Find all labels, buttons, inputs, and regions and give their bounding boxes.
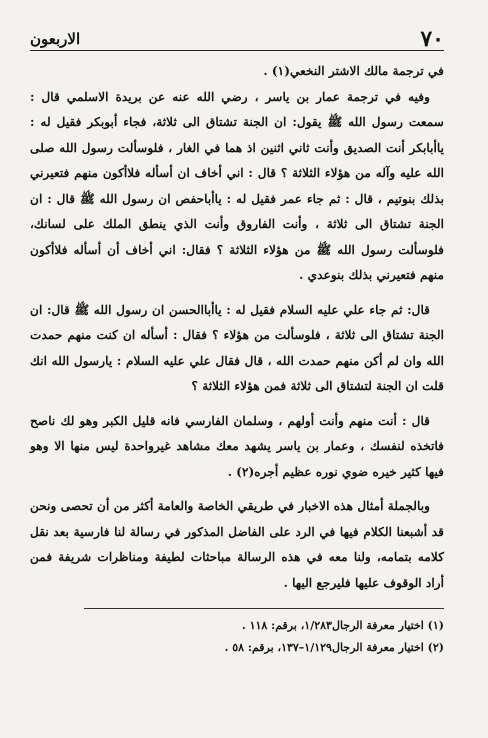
page-header [30, 20, 444, 51]
paragraph-5: وبالجملة أمثال هذه الاخبار في طريقي الخاصة والعامة أكثر من أن تحصى ونحن قد أشبعنا الكلام فيها في الرد على الفاضل المذكور في رسالة لنا فارسية بعد نقل كلامه بتمامه، ولنا معه في هذه الرسالة مباحثات لطيفة ومناظرات شريفة فمن أراد الوقوف عليها فليرجع اليها . [30, 499, 444, 590]
page-number: ٧٠ [420, 26, 444, 52]
paragraph-1: في ترجمة مالك الاشتر النخعي(١) . [263, 64, 444, 78]
footnotes [30, 615, 444, 659]
body-text [30, 59, 444, 596]
footnote-divider [84, 608, 444, 609]
paragraph-2: وفيه في ترجمة عمار بن ياسر ، رضي الله عنه عن بريدة الاسلمي قال : سمعت رسول الله ﷺ يقول: ان الجنة تشتاق الى ثلاثة، فجاء أبوبكر فقيل له : ياأبابكر أنت الصديق وأنت ثاني اثنين اذ هما في الغار ، فلوسألت رسول الله صلى الله عليه وآله من هؤلاء الثلاثة ؟ قال : اني أخاف ان أسأله فلاأكون منهم فتعيرني بذلك بنوتيم ، قال : ثم جاء عمر فقيل له : ياأباحفص ان رسول الله ﷺ قال : ان الجنة تشتاق الى ثلاثة ، وأنت الفاروق وأنت الذي ينطق الملك على لسانك، فلوسألت رسول الله ﷺ من هؤلاء الثلاثة ؟ فقال: اني أخاف أن أسأله فلاأكون منهم فتعيرني بذلك بنوعدي . [30, 89, 444, 282]
footnote-1: (١) اختيار معرفة الرجال١/٢٨٣، برقم: ١١٨ . [241, 619, 444, 632]
running-title: الاربعون [30, 30, 81, 48]
paragraph-3: قال: ثم جاء علي عليه السلام فقيل له : ياأباالحسن ان رسول الله ﷺ قال: ان الجنة تشتاق الى ثلاثة ، فلوسألت من هؤلاء ؟ فقال : أسأله ان كنت منهم حمدت الله وان لم أكن منهم حمدت الله ، قال فقال علي عليه السلام : يارسول الله انك قلت ان الجنة لتشتاق الى ثلاثة فمن هؤلاء الثلاثة ؟ [30, 302, 444, 393]
paragraph-4: قال : أنت منهم وأنت أولهم ، وسلمان الفارسي فانه قليل الكبر وهو لك ناصح فاتخذه لنفسك ، وعمار بن ياسر يشهد معك مشاهد غيرواحدة ليس منها الا وهو فيها كثير خيره ضوي نوره عظيم أجره(٢) . [30, 413, 444, 479]
footnote-2: (٢) اختيار معرفة الرجال١/١٢٩–١٣٧، برقم: ٥٨ . [224, 641, 444, 654]
